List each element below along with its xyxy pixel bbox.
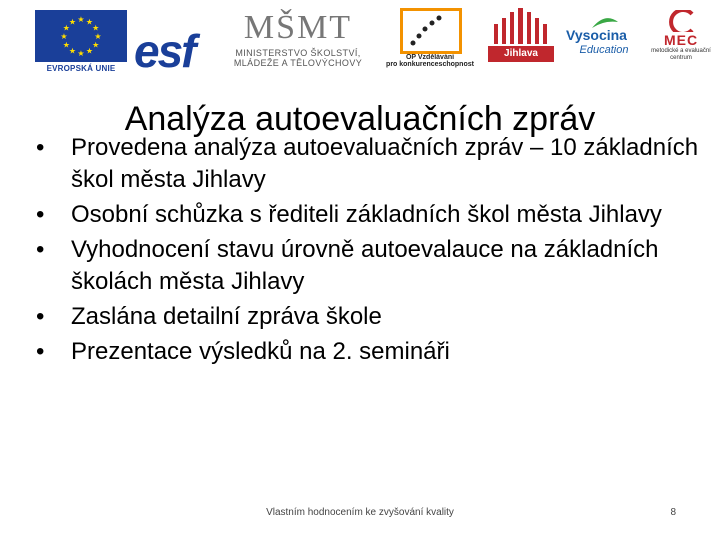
bullet-item: [36, 234, 706, 298]
mec-emblem-icon: [646, 10, 716, 32]
eu-star-icon: ★: [60, 32, 68, 41]
jihlava-logo: [482, 4, 560, 74]
bullet-item: [36, 301, 706, 333]
msmt-line2: MLÁDEŽE A TĚLOVÝCHOVY: [233, 58, 363, 68]
eu-star-icon: ★: [68, 46, 77, 56]
esf-logo: [134, 8, 218, 77]
bullet-text: Zaslána detailní zpráva škole: [71, 303, 382, 330]
bullet-text: Prezentace výsledků na 2. semináři: [71, 338, 450, 365]
eu-star-icon: ★: [85, 17, 94, 27]
mec-logo: [646, 10, 716, 74]
eu-star-icon: ★: [77, 15, 85, 24]
leaf-icon: [590, 16, 620, 30]
msmt-logo: [222, 8, 374, 74]
eu-caption: EVROPSKÁ UNIE: [46, 64, 116, 73]
bullet-icon: •: [36, 201, 45, 228]
bullet-icon: •: [36, 134, 45, 161]
eu-stars-icon: [35, 10, 127, 62]
bullet-list: [36, 132, 706, 371]
msmt-mark: MŠMT: [243, 9, 353, 46]
eu-star-icon: ★: [92, 23, 100, 33]
bullet-icon: •: [36, 303, 45, 330]
eu-star-icon: ★: [92, 40, 100, 50]
eu-star-icon: ★: [62, 40, 70, 50]
eu-flag-icon: [35, 10, 127, 62]
eu-star-icon: ★: [94, 32, 102, 41]
eu-star-icon: ★: [85, 46, 94, 56]
opvk-logo: [382, 8, 478, 76]
mec-line2: centrum: [670, 55, 692, 61]
eu-logo: [35, 10, 127, 74]
bullet-item: [36, 199, 706, 231]
mec-label: MEC: [663, 32, 699, 48]
bullet-item: [36, 336, 706, 368]
bullet-text: Provedena analýza autoevaluačních zpráv – 10 základních škol města Jihlavy: [71, 134, 699, 193]
eu-star-icon: ★: [62, 23, 70, 33]
slide-footer: Vlastním hodnocením ke zvyšování kvality: [266, 507, 454, 518]
msmt-line1: MINISTERSTVO ŠKOLSTVÍ,: [235, 48, 361, 58]
opvk-line1: OP Vzdělávání: [405, 54, 455, 61]
vysocina-line2: Education: [579, 44, 629, 56]
slide-title: Analýza autoevaluačních zpráv: [124, 99, 596, 138]
bullet-text: Osobní schůzka s řediteli základních škol města Jihlavy: [71, 201, 662, 228]
page-number: 8: [670, 507, 676, 518]
eu-star-icon: ★: [77, 49, 85, 58]
esf-wordmark: esf: [134, 25, 195, 77]
bullet-icon: •: [36, 236, 45, 263]
vysocina-line1: Vysocina: [566, 27, 627, 43]
jihlava-towers-icon: [488, 4, 554, 44]
opvk-frame-icon: [400, 8, 462, 54]
eu-star-icon: ★: [68, 17, 77, 27]
bullet-text: Vyhodnocení stavu úrovně autoevalauce na základních školách města Jihlavy: [71, 236, 659, 295]
vysocina-logo: [566, 16, 642, 72]
mec-line1: metodické a evaluační: [651, 48, 711, 54]
bullet-item: [36, 132, 706, 196]
logo-strip: [0, 0, 720, 80]
jihlava-label: Jihlava: [488, 46, 554, 62]
opvk-line2: pro konkurenceschopnost: [386, 61, 474, 68]
bullet-icon: •: [36, 338, 45, 365]
